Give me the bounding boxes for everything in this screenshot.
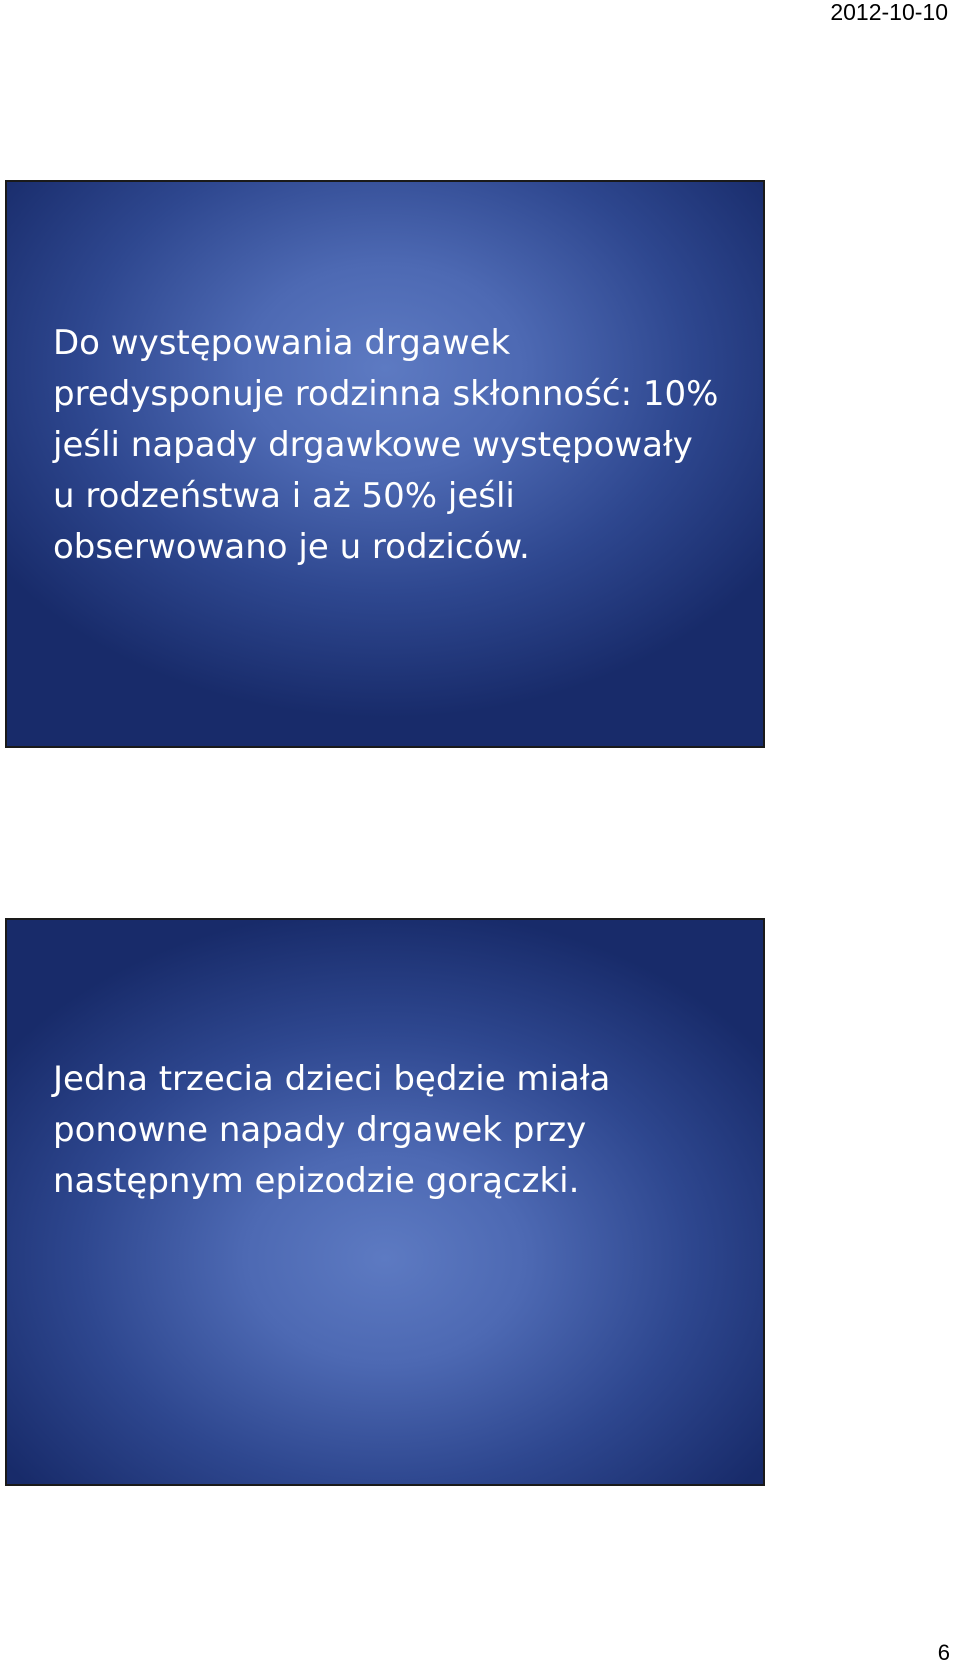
slide-text-line: następnym epizodzie gorączki.	[53, 1161, 580, 1201]
page-number: 6	[937, 1640, 950, 1665]
slide-text-line: obserwowano je u rodziców.	[53, 527, 530, 567]
slide-text-line: Jedna trzecia dzieci będzie miała	[53, 1059, 611, 1099]
slide-text-line: u rodzeństwa i aż 50% jeśli	[53, 476, 515, 516]
slide-recurrence	[5, 918, 765, 1486]
page-date: 2012-10-10	[830, 0, 948, 25]
slide-familial-predisposition	[5, 180, 765, 748]
slide-text-line: predysponuje rodzinna skłonność: 10%	[53, 374, 719, 414]
slide-text-line: jeśli napady drgawkowe występowały	[53, 425, 693, 465]
slide-text-line: ponowne napady drgawek przy	[53, 1110, 587, 1150]
slide-body-text	[53, 318, 743, 573]
slide-body-text	[53, 1054, 743, 1207]
slide-text-line: Do występowania drgawek	[53, 323, 511, 363]
